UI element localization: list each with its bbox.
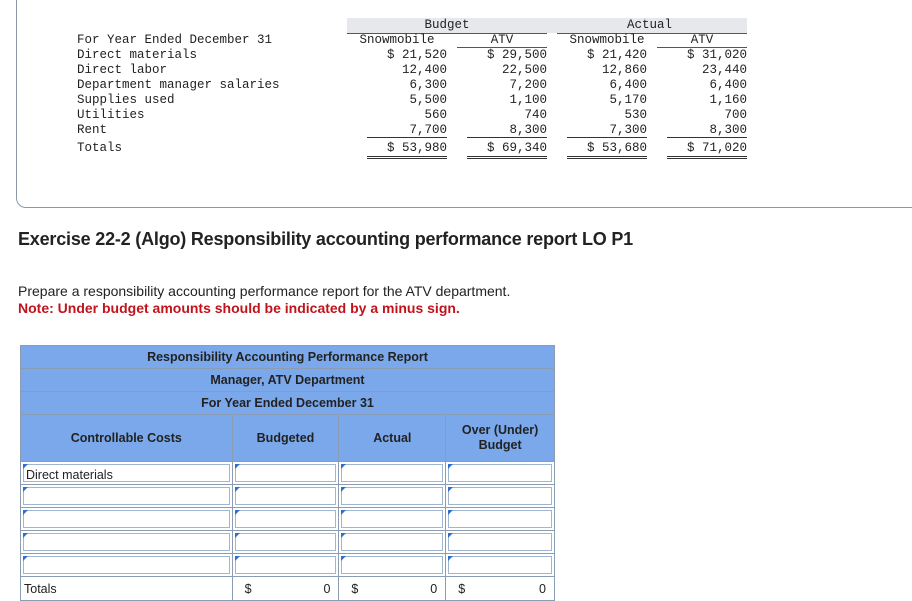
group-budget: Budget: [424, 18, 470, 32]
actual-input[interactable]: [339, 485, 446, 508]
col-header-controllable-costs: Controllable Costs: [21, 415, 233, 462]
col-header-budgeted: Budgeted: [232, 415, 339, 462]
exercise-note: Note: Under budget amounts should be indicated by a minus sign.: [18, 300, 460, 316]
cost-label-input[interactable]: [21, 554, 233, 577]
totals-budgeted: $ 0: [232, 577, 339, 601]
cost-label-input[interactable]: Direct materials: [21, 462, 233, 485]
report-period: For Year Ended December 31: [21, 392, 555, 415]
budgeted-input[interactable]: [232, 485, 339, 508]
exercise-title: Exercise 22-2 (Algo) Responsibility accounting performance report LO P1: [18, 229, 633, 249]
actual-input[interactable]: [339, 508, 446, 531]
row-label-header: For Year Ended December 31: [77, 33, 273, 47]
col-actual-atv: ATV: [690, 33, 714, 47]
budgeted-input[interactable]: [232, 508, 339, 531]
report-manager: Manager, ATV Department: [21, 369, 555, 392]
totals-variance: $ 0: [446, 577, 555, 601]
performance-report-table: [20, 345, 555, 601]
group-actual: Actual: [626, 18, 672, 32]
table-row: [21, 462, 555, 485]
totals-label: Totals: [21, 577, 233, 601]
actual-input[interactable]: [339, 462, 446, 485]
exercise-instruction: Prepare a responsibility accounting performance report for the ATV department.: [18, 283, 511, 299]
actual-input[interactable]: [339, 531, 446, 554]
variance-input[interactable]: [446, 508, 555, 531]
cost-label-input[interactable]: [21, 508, 233, 531]
variance-input[interactable]: [446, 554, 555, 577]
budgeted-input[interactable]: [232, 554, 339, 577]
table-row: [21, 485, 555, 508]
col-header-actual: Actual: [339, 415, 446, 462]
col-header-over-under-budget: Over (Under) Budget: [446, 415, 555, 462]
budgeted-input[interactable]: [232, 462, 339, 485]
col-actual-snowmobile: Snowmobile: [569, 33, 645, 47]
variance-input[interactable]: [446, 462, 555, 485]
variance-input[interactable]: [446, 485, 555, 508]
table-row: [21, 531, 555, 554]
cost-label-input[interactable]: [21, 531, 233, 554]
source-data-panel: Budget Actual For Year Ended December 31 Snowmobile ATV Snowmobile ATV Direct materials $ 21,520 $ 29,500 $ 21,420 $ 31,020 Direct labor 12,400 22,500 12,860 23,440 Department manager salaries 6,300 7,200 6,400 6,400 Supplies used 5,500 1,100 5,170 1,160 Utilities 560 740 530 700 Rent 7,700 8,300 7,300 8,300 Totals $ 53,980 $ 69,340 $ 53,680 $ 71,020: [16, 0, 912, 208]
variance-input[interactable]: [446, 531, 555, 554]
totals-actual: $ 0: [339, 577, 446, 601]
col-budget-atv: ATV: [490, 33, 514, 47]
totals-row: [21, 577, 555, 601]
cost-label-input[interactable]: [21, 485, 233, 508]
table-row: [21, 508, 555, 531]
col-budget-snowmobile: Snowmobile: [359, 33, 435, 47]
budgeted-input[interactable]: [232, 531, 339, 554]
report-title: Responsibility Accounting Performance Report: [21, 346, 555, 369]
table-row: [21, 554, 555, 577]
actual-input[interactable]: [339, 554, 446, 577]
